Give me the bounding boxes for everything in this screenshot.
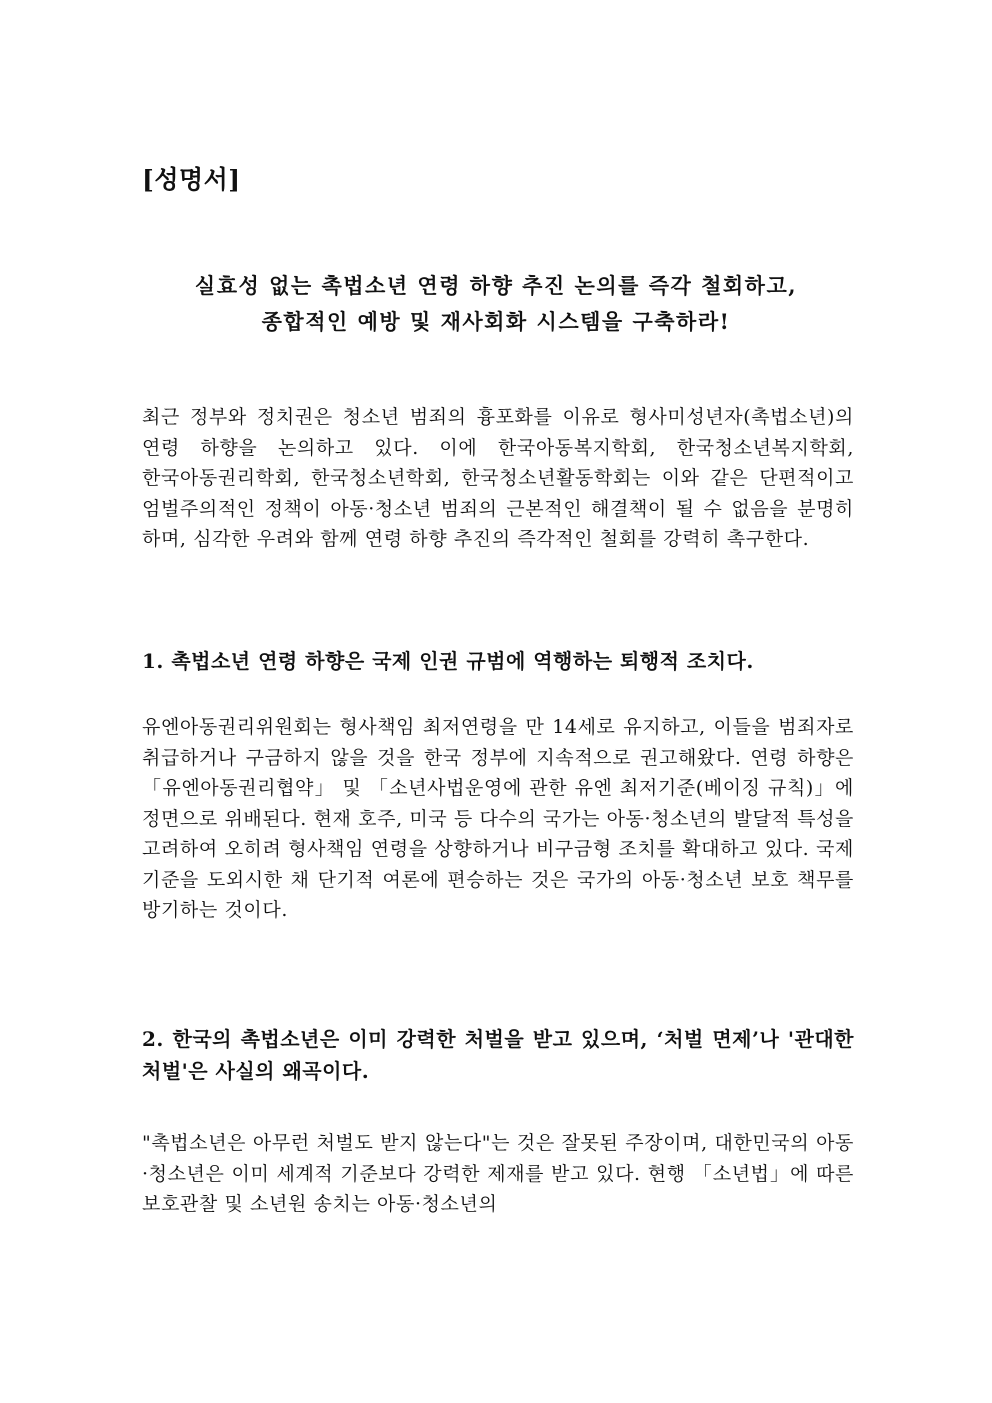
section-1-heading: 1. 촉법소년 연령 하향은 국제 인권 규범에 역행하는 퇴행적 조치다.: [142, 649, 754, 673]
statement-title: [120, 268, 872, 340]
section-2-body: "촉법소년은 아무런 처벌도 받지 않는다"는 것은 잘못된 주장이며, 대한민국의 아동·청소년은 이미 세계적 기준보다 강력한 제재를 받고 있다. 현행 「소년법」에 따른 보호관찰 및 소년원 송치는 아동·청소년의: [142, 1132, 854, 1215]
section-2-heading: 2. 한국의 촉법소년은 이미 강력한 처벌을 받고 있으며, ‘처벌 면제’나 '관대한 처벌'은 사실의 왜곡이다.: [142, 1027, 854, 1083]
title-line-2: 종합적인 예방 및 재사회화 시스템을 구축하라!: [261, 309, 731, 334]
intro-paragraph: 최근 정부와 정치권은 청소년 범죄의 흉포화를 이유로 형사미성년자(촉법소년)의 연령 하향을 논의하고 있다. 이에 한국아동복지학회, 한국청소년복지학회, 한국아동권리학회, 한국청소년학회, 한국청소년활동학회는 이와 같은 단편적이고 엄벌주의적인 정책이 아동·청소년 범죄의 근본적인 해결책이 될 수 없음을 분명히 하며, 심각한 우려와 함께 연령 하향 추진의 즉각적인 철회를 강력히 촉구한다.: [142, 406, 854, 550]
document-type-label: [성명서]: [142, 165, 241, 194]
title-line-1: 실효성 없는 촉법소년 연령 하향 추진 논의를 즉각 철회하고,: [194, 273, 798, 298]
section-1-body: 유엔아동권리위원회는 형사책임 최저연령을 만 14세로 유지하고, 이들을 범죄자로 취급하거나 구금하지 않을 것을 한국 정부에 지속적으로 권고해왔다. 연령 하향은 「유엔아동권리협약」 및 「소년사법운영에 관한 유엔 최저기준(베이징 규칙)」에 정면으로 위배된다. 현재 호주, 미국 등 다수의 국가는 아동·청소년의 발달적 특성을 고려하여 오히려 형사책임 연령을 상향하거나 비구금형 조치를 확대하고 있다. 국제 기준을 도외시한 채 단기적 여론에 편승하는 것은 국가의 아동·청소년 보호 책무를 방기하는 것이다.: [142, 716, 854, 921]
